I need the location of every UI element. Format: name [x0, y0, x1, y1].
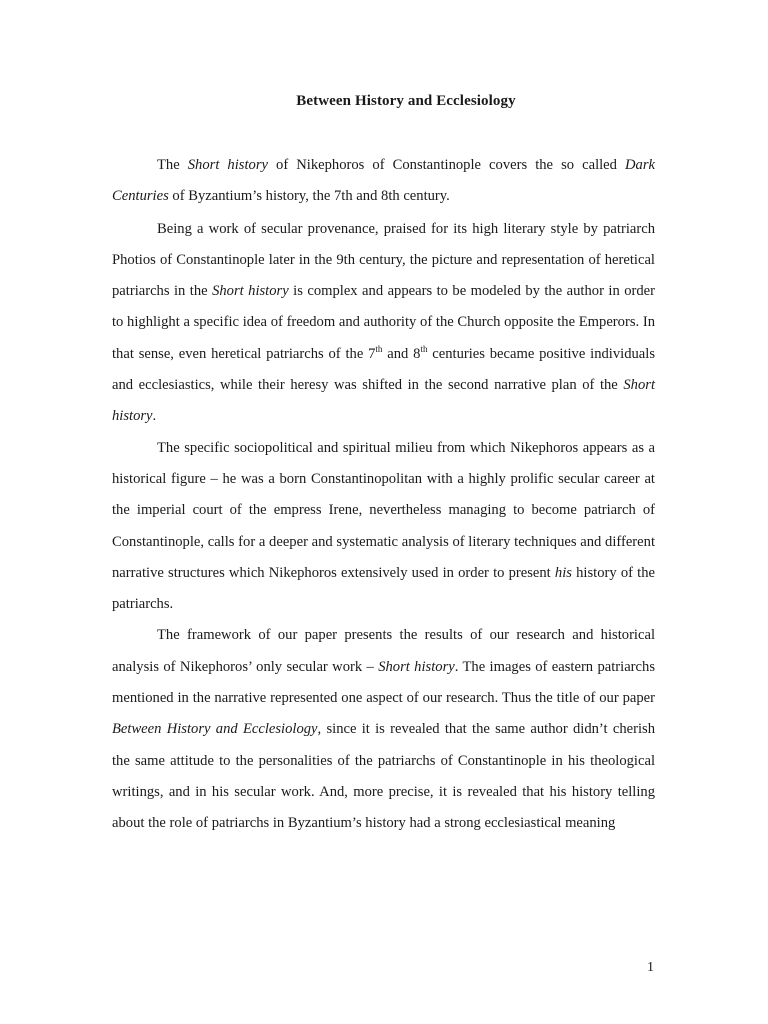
italic-phrase: Between History and Ecclesiology: [112, 721, 318, 738]
italic-phrase: Short history: [212, 283, 289, 300]
document-title: Between History and Ecclesiology: [296, 93, 516, 109]
paragraph: [112, 214, 655, 433]
text-run: The: [157, 157, 188, 173]
text-run: . The images of eastern patriarchs mentioned in the narrative represented one aspect of our research. Thus the title of our paper: [112, 658, 656, 707]
italic-phrase: Short history: [112, 377, 655, 425]
italic-phrase: his: [554, 564, 572, 581]
text-run: The framework of our paper presents the results of our research and historical analysis of Nikephoros’ only secular work –: [112, 627, 655, 675]
text-run: Being a work of secular provenance, praised for its high literary style by patriarch Photios of Constantinople later in the 9th century, the picture and representation of heretical patriarchs in the: [112, 220, 655, 300]
text-run: history of the patriarchs.: [112, 564, 655, 613]
text-run: The specific sociopolitical and spiritual milieu from which Nikephoros appears as a historical figure – he was a born Constantinopolitan with a highly prolific secular career at the imperial court of the empress Irene, nevertheless managing to become patriarch of Constantinople, calls for a deeper and systematic analysis of literary techniques and different narrative structures which Nikephoros extensively used in order to present: [112, 439, 655, 581]
text-run: of Nikephoros of Constantinople covers the so called: [267, 157, 626, 173]
text-run: is complex and appears to be modeled by the author in order to highlight a specific idea of freedom and authority of the Church opposite the Emperors. In that sense, even heretical patriarchs of the 7: [112, 283, 655, 362]
ordinal-suffix: th: [375, 343, 383, 354]
text-run: , since it is revealed that the same author didn’t cherish the same attitude to the personalities of the patriarchs of Constantinople in his theological writings, and in his secular work. And, more precise, it is revealed that his history telling about the role of patriarchs in Byzantium’s history had a strong ecclesiastical meaning: [112, 721, 655, 832]
page-number: 1: [647, 960, 654, 975]
paragraph: [112, 150, 655, 214]
paragraph: [112, 620, 655, 839]
document-body: [112, 150, 655, 840]
italic-phrase: Short history: [187, 157, 268, 173]
italic-phrase: Short history: [378, 658, 455, 675]
ordinal-suffix: th: [420, 343, 428, 354]
italic-phrase: Dark Centuries: [112, 157, 656, 205]
paragraph: [112, 433, 655, 621]
text-run: of Byzantium’s history, the 7th and 8th century.: [168, 188, 450, 205]
text-run: and 8: [382, 345, 421, 362]
text-run: .: [152, 408, 157, 425]
text-run: centuries became positive individuals and ecclesiastics, while their heresy was shifted in the second narrative plan of the: [112, 345, 655, 394]
